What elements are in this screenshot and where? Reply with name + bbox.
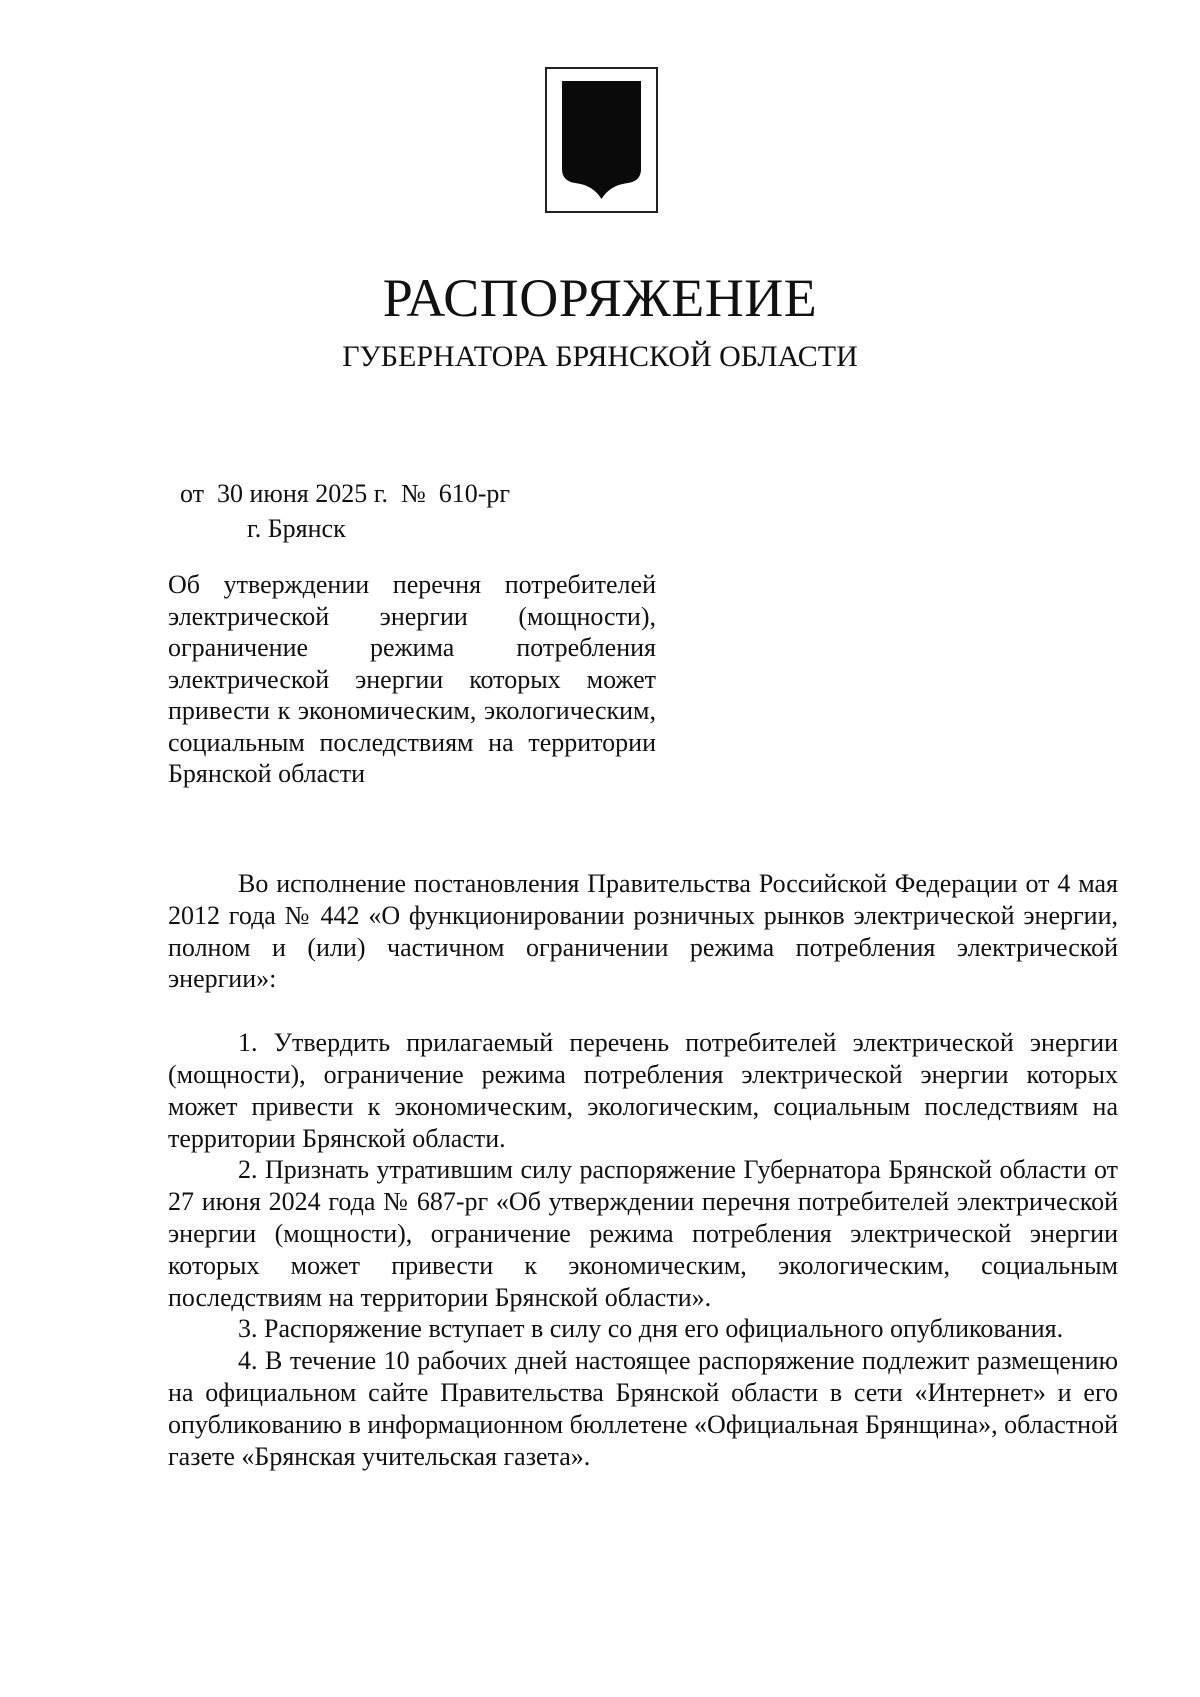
item-paragraph: 3. Распоряжение вступает в силу со дня его официального опубликования. xyxy=(238,1314,1064,1344)
item-paragraph: 1. Утвердить прилагаемый перечень потребителей электрической энергии (мощности), ограничение режима потребления электрической энергии которых может привести к экономическим, экологическим, социальным последствиям на территории Брянской области. xyxy=(168,1028,1118,1153)
item-paragraph: 4. В течение 10 рабочих дней настоящее распоряжение подлежит размещению на официальном сайте Правительства Брянской области в сети «Интернет» и его опубликованию в информационном бюллетене «Официальная Брянщина», областной газете «Брянская учительская газета». xyxy=(168,1346,1118,1471)
document-title: РАСПОРЯЖЕНИЕ xyxy=(382,268,818,328)
coat-of-arms-emblem xyxy=(545,67,658,213)
document-city: г. Брянск xyxy=(247,514,346,543)
shield-icon xyxy=(558,77,645,203)
document-subject: Об утверждении перечня потребителей электрической энергии (мощности), ограничение режима потребления электрической энергии которых может привести к экономическим, экологическим, социальным последствиям на территории Брянской области xyxy=(168,570,656,788)
document-body xyxy=(168,868,1118,1472)
preamble-paragraph: Во исполнение постановления Правительства Российской Федерации от 4 мая 2012 года № 442 «О функционировании розничных рынков электрической энергии, полном и (или) частичном ограничении режима потребления электрической энергии»: xyxy=(168,869,1118,994)
document-issuer: ГУБЕРНАТОРА БРЯНСКОЙ ОБЛАСТИ xyxy=(342,340,858,373)
document-date-number: от 30 июня 2025 г. № 610-рг xyxy=(180,479,511,508)
item-paragraph: 2. Признать утратившим силу распоряжение Губернатора Брянской области от 27 июня 2024 года № 687-рг «Об утверждении перечня потребителей электрической энергии (мощности), ограничение режима потребления электрической энергии которых может привести к экономическим, экологическим, социальным последствиям на территории Брянской области». xyxy=(168,1155,1118,1312)
